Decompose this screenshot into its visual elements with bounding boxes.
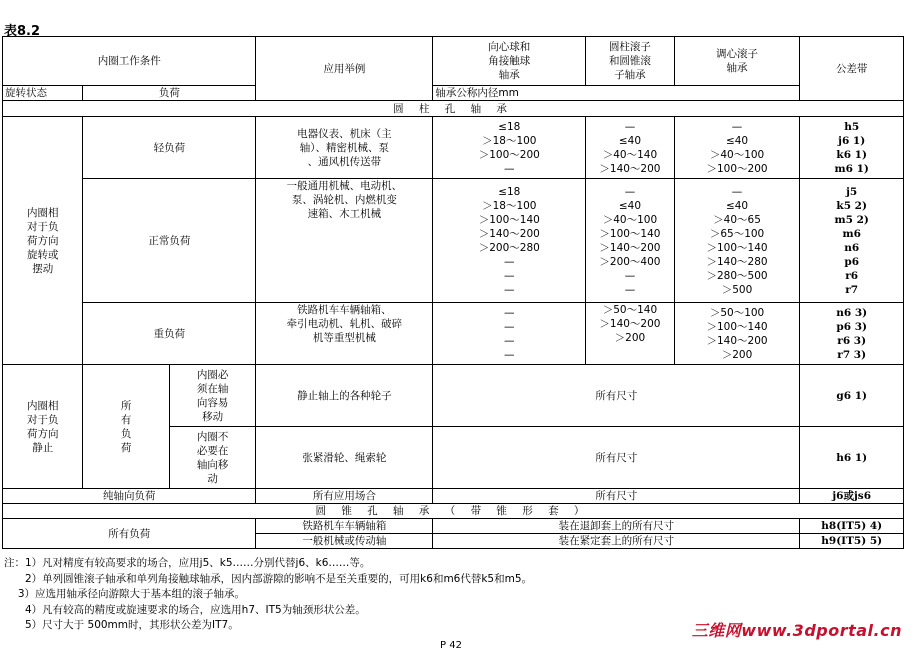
header-rotation: 旋转状态	[3, 86, 83, 101]
section-tapered: 圆 锥 孔 轴 承 （ 带 锥 形 套 ）	[3, 504, 904, 519]
heavy-load-spherical: ＞50～100 ＞100～140 ＞140～200 ＞200	[674, 303, 800, 365]
taper-size-withdrawal: 装在退卸套上的所有尺寸	[433, 519, 800, 534]
section-cylindrical: 圆 柱 孔 轴 承	[3, 101, 904, 117]
light-load-spherical: — ≤40 ＞40～100 ＞100～200	[674, 117, 800, 179]
header-load: 负荷	[83, 86, 256, 101]
taper-tolerance-h9: h9(IT5) 5)	[800, 534, 904, 549]
note-1: 注：1）凡对精度有较高要求的场合，应用j5、k5……分别代替j6、k6……等。	[4, 557, 371, 569]
static-tolerance-h6: h6 1)	[800, 427, 904, 489]
watermark-logo: 三维网www.3dportal.cn	[691, 621, 902, 640]
light-load-tolerance: h5 j6 1) k6 1) m6 1)	[800, 117, 904, 179]
light-load-label: 轻负荷	[83, 117, 256, 179]
axial-load-label: 纯轴向负荷	[3, 489, 256, 504]
subheader-row	[3, 86, 904, 101]
taper-tolerance-h8: h8(IT5) 4)	[800, 519, 904, 534]
heavy-load-ball: — — — —	[433, 303, 586, 365]
normal-load-tolerance: j5 k5 2) m5 2) m6 n6 p6 r6 r7	[800, 179, 904, 303]
header-tolerance: 公差带	[800, 37, 904, 101]
header-ball-bearing: 向心球和 角接触球 轴承	[433, 37, 586, 86]
note-5: 5）尺寸大于 500mm时，其形状公差为IT7。	[4, 619, 239, 631]
table-title: 表8.2	[4, 24, 41, 39]
heavy-load-tolerance: n6 3) p6 3) r6 3) r7 3)	[800, 303, 904, 365]
header-row	[3, 37, 904, 86]
row-light-load	[3, 117, 904, 179]
note-3: 3）应选用轴承径向游隙大于基本组的滚子轴承。	[4, 588, 246, 600]
header-diameter: 轴承公称内径mm	[433, 86, 800, 101]
row-taper-1	[3, 519, 904, 534]
heavy-load-label: 重负荷	[83, 303, 256, 365]
header-spherical-bearing: 调心滚子 轴承	[674, 37, 800, 86]
normal-load-cylindrical: — ≤40 ＞40～100 ＞100～140 ＞140～200 ＞200～400 — —	[586, 179, 674, 303]
static-all-loads: 所 有 负 荷	[83, 365, 169, 489]
taper-application-general: 一般机械或传动轴	[256, 534, 433, 549]
shaft-tolerance-table	[2, 36, 904, 549]
header-cylindrical-bearing: 圆柱滚子 和圆锥滚 子轴承	[586, 37, 674, 86]
static-size-all-1: 所有尺寸	[433, 365, 800, 427]
static-condition-fixed: 内圈不 必要在 轴向移 动	[169, 427, 256, 489]
normal-load-application: 一般通用机械、电动机、 泵、涡轮机、内燃机变 速箱、木工机械	[256, 179, 433, 303]
row-heavy-load	[3, 303, 904, 365]
heavy-load-cylindrical: ＞50～140 ＞140～200 ＞200	[586, 303, 674, 365]
row-normal-load	[3, 179, 904, 303]
note-2: 2）单列圆锥滚子轴承和单列角接触球轴承，因内部游隙的影响不是至关重要的，可用k6和m6代替k5和m5。	[4, 572, 533, 585]
static-tolerance-g6: g6 1)	[800, 365, 904, 427]
static-size-all-2: 所有尺寸	[433, 427, 800, 489]
static-application-wheels: 静止轴上的各种轮子	[256, 365, 433, 427]
note-4: 4）凡有较高的精度或旋速要求的场合，应选用h7、IT5为轴颈形状公差。	[4, 603, 366, 616]
taper-size-adapter: 装在紧定套上的所有尺寸	[433, 534, 800, 549]
axial-load-tolerance: j6或js6	[800, 489, 904, 504]
normal-load-spherical: — ≤40 ＞40～65 ＞65～100 ＞100～140 ＞140～280 ＞280～500 ＞500	[674, 179, 800, 303]
page-number: P 42	[440, 640, 462, 651]
static-condition-movable: 内圈必 须在轴 向容易 移动	[169, 365, 256, 427]
light-load-cylindrical: — ≤40 ＞40～140 ＞140～200	[586, 117, 674, 179]
taper-application-railway: 铁路机车车辆轴箱	[256, 519, 433, 534]
header-inner-ring: 内圈工作条件	[3, 37, 256, 86]
static-condition-label: 内圈相 对于负 荷方向 静止	[3, 365, 83, 489]
static-application-pulleys: 张紧滑轮、绳索轮	[256, 427, 433, 489]
light-load-ball: ≤18 ＞18～100 ＞100～200 —	[433, 117, 586, 179]
normal-load-ball: ≤18 ＞18～100 ＞100～140 ＞140～200 ＞200～280 — — —	[433, 179, 586, 303]
taper-all-loads: 所有负荷	[3, 519, 256, 549]
row-axial-load	[3, 489, 904, 504]
normal-load-label: 正常负荷	[83, 179, 256, 303]
section-row-cylindrical	[3, 101, 904, 117]
axial-load-application: 所有应用场合	[256, 489, 433, 504]
rotating-condition-label: 内圈相 对于负 荷方向 旋转或 摆动	[3, 117, 83, 365]
light-load-application: 电器仪表、机床（主 轴）、精密机械、泵 、通风机传送带	[256, 117, 433, 179]
heavy-load-application: 铁路机车车辆轴箱、 牵引电动机、轧机、破碎 机等重型机械	[256, 303, 433, 365]
section-row-tapered	[3, 504, 904, 519]
header-application: 应用举例	[256, 37, 433, 101]
row-static-axial-movable	[3, 365, 904, 427]
axial-load-size: 所有尺寸	[433, 489, 800, 504]
